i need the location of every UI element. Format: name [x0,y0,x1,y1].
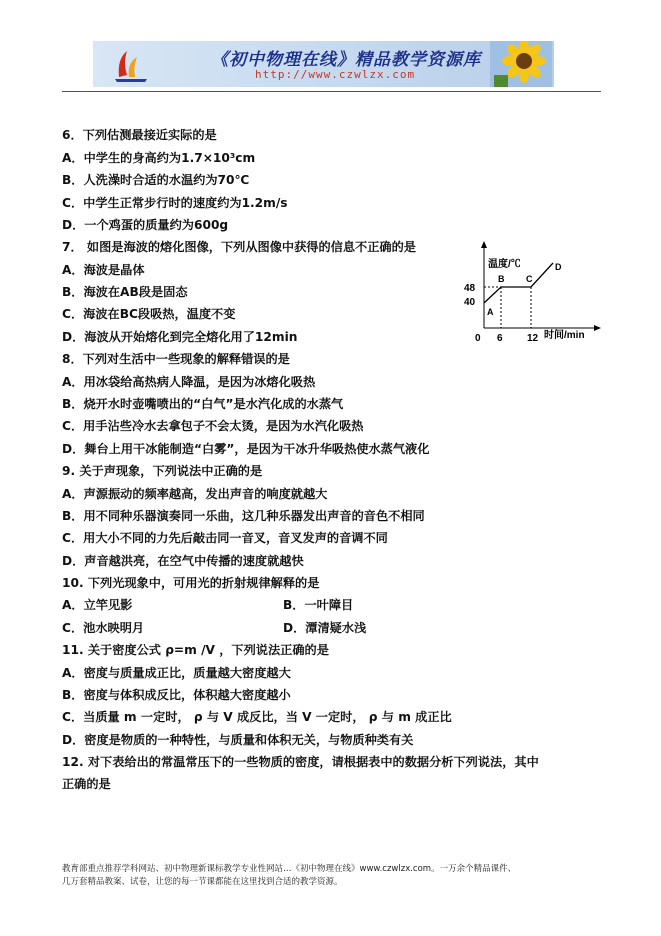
option-6a: A．中学生的身高约为1.7×10³cm [62,151,256,165]
option-6d: D．一个鸡蛋的质量约为600g [62,218,229,232]
option-7a: A．海波是晶体 [62,263,145,277]
page-footer [62,863,612,889]
question-12: 12. 对下表给出的常温常压下的一些物质的密度，请根据表中的数据分析下列说法，其中 [62,755,539,769]
header-divider [62,91,601,92]
option-7d: D．海波从开始熔化到完全熔化用了12min [62,330,298,344]
graph-xlabel: 时间/min [544,330,585,341]
graph-ylabel: 温度/℃ [488,259,521,270]
option-9a: A．声源振动的频率越高，发出声音的响度就越大 [62,487,328,501]
melting-graph [461,241,601,351]
option-7c: C．海波在BC段吸热，温度不变 [62,307,236,321]
option-9c: C．用大小不同的力先后敲击同一音叉，音叉发声的音调不同 [62,531,388,545]
site-logo-icon [113,47,149,83]
tick-48: 48 [464,283,476,294]
option-10b: B．一叶障目 [283,598,354,612]
point-a: A [487,307,494,317]
question-9: 9. 关于声现象，下列说法中正确的是 [62,464,263,478]
option-8a: A．用冰袋给高热病人降温，是因为冰熔化吸热 [62,375,316,389]
sunflower-icon [490,41,552,87]
point-c: C [526,274,533,284]
question-11: 11. 关于密度公式 ρ=m /V ，下列说法正确的是 [62,643,329,657]
header-banner [93,41,554,87]
question-6: 6．下列估测最接近实际的是 [62,128,217,142]
point-d: D [555,262,562,272]
footer-line-1: 教育部重点推荐学科网站、初中物理新课标教学专业性网站…《初中物理在线》www.czwlzx.com。一万余个精品课件、 [62,864,517,874]
option-8c: C．用手沾些冷水去拿包子不会太烫，是因为水汽化吸热 [62,419,364,433]
tick-40: 40 [464,297,476,308]
x-axis-arrow-icon [594,325,601,331]
question-7: 7． 如图是海波的熔化图像，下列从图像中获得的信息不正确的是 [62,240,416,254]
tick-origin: 0 [475,333,481,344]
option-7b: B．海波在AB段是固态 [62,285,188,299]
banner-title: 《初中物理在线》精品教学资源库 [211,50,481,70]
option-11b: B．密度与体积成反比，体积越大密度越小 [62,688,291,702]
question-12-cont: 正确的是 [62,777,111,791]
option-8d: D．舞台上用干冰能制造“白雾”，是因为干冰升华吸热使水蒸气液化 [62,442,430,456]
option-11d: D．密度是物质的一种特性，与质量和体积无关，与物质种类有关 [62,733,414,747]
option-9d: D．声音越洪亮，在空气中传播的速度就越快 [62,554,304,568]
option-9b: B．用不同种乐器演奏同一乐曲，这几种乐器发出声音的音色不相同 [62,509,425,523]
option-10c: C．池水映明月 [62,621,145,635]
point-b: B [498,274,505,284]
option-6c: C．中学生正常步行时的速度约为1.2m/s [62,196,288,210]
tick-12: 12 [527,333,539,344]
option-11a: A．密度与质量成正比，质量越大密度越大 [62,666,291,680]
question-8: 8．下列对生活中一些现象的解释错误的是 [62,352,290,366]
question-10: 10. 下列光现象中，可用光的折射规律解释的是 [62,576,320,590]
option-11c: C．当质量 m 一定时， ρ 与 V 成反比，当 V 一定时， ρ 与 m 成正比 [62,710,452,724]
banner-url[interactable]: http://www.czwlzx.com [255,68,416,81]
tick-6: 6 [497,333,503,344]
option-10a: A．立竿见影 [62,598,133,612]
option-6b: B．人洗澡时合适的水温约为70℃ [62,173,250,187]
option-10d: D．潭清疑水浅 [283,621,367,635]
footer-line-2: 几万套精品教案、试卷，让您的每一节课都能在这里找到合适的教学资源。 [62,877,343,887]
option-8b: B．烧开水时壶嘴喷出的“白气”是水汽化成的水蒸气 [62,397,344,411]
y-axis-arrow-icon [481,241,487,248]
